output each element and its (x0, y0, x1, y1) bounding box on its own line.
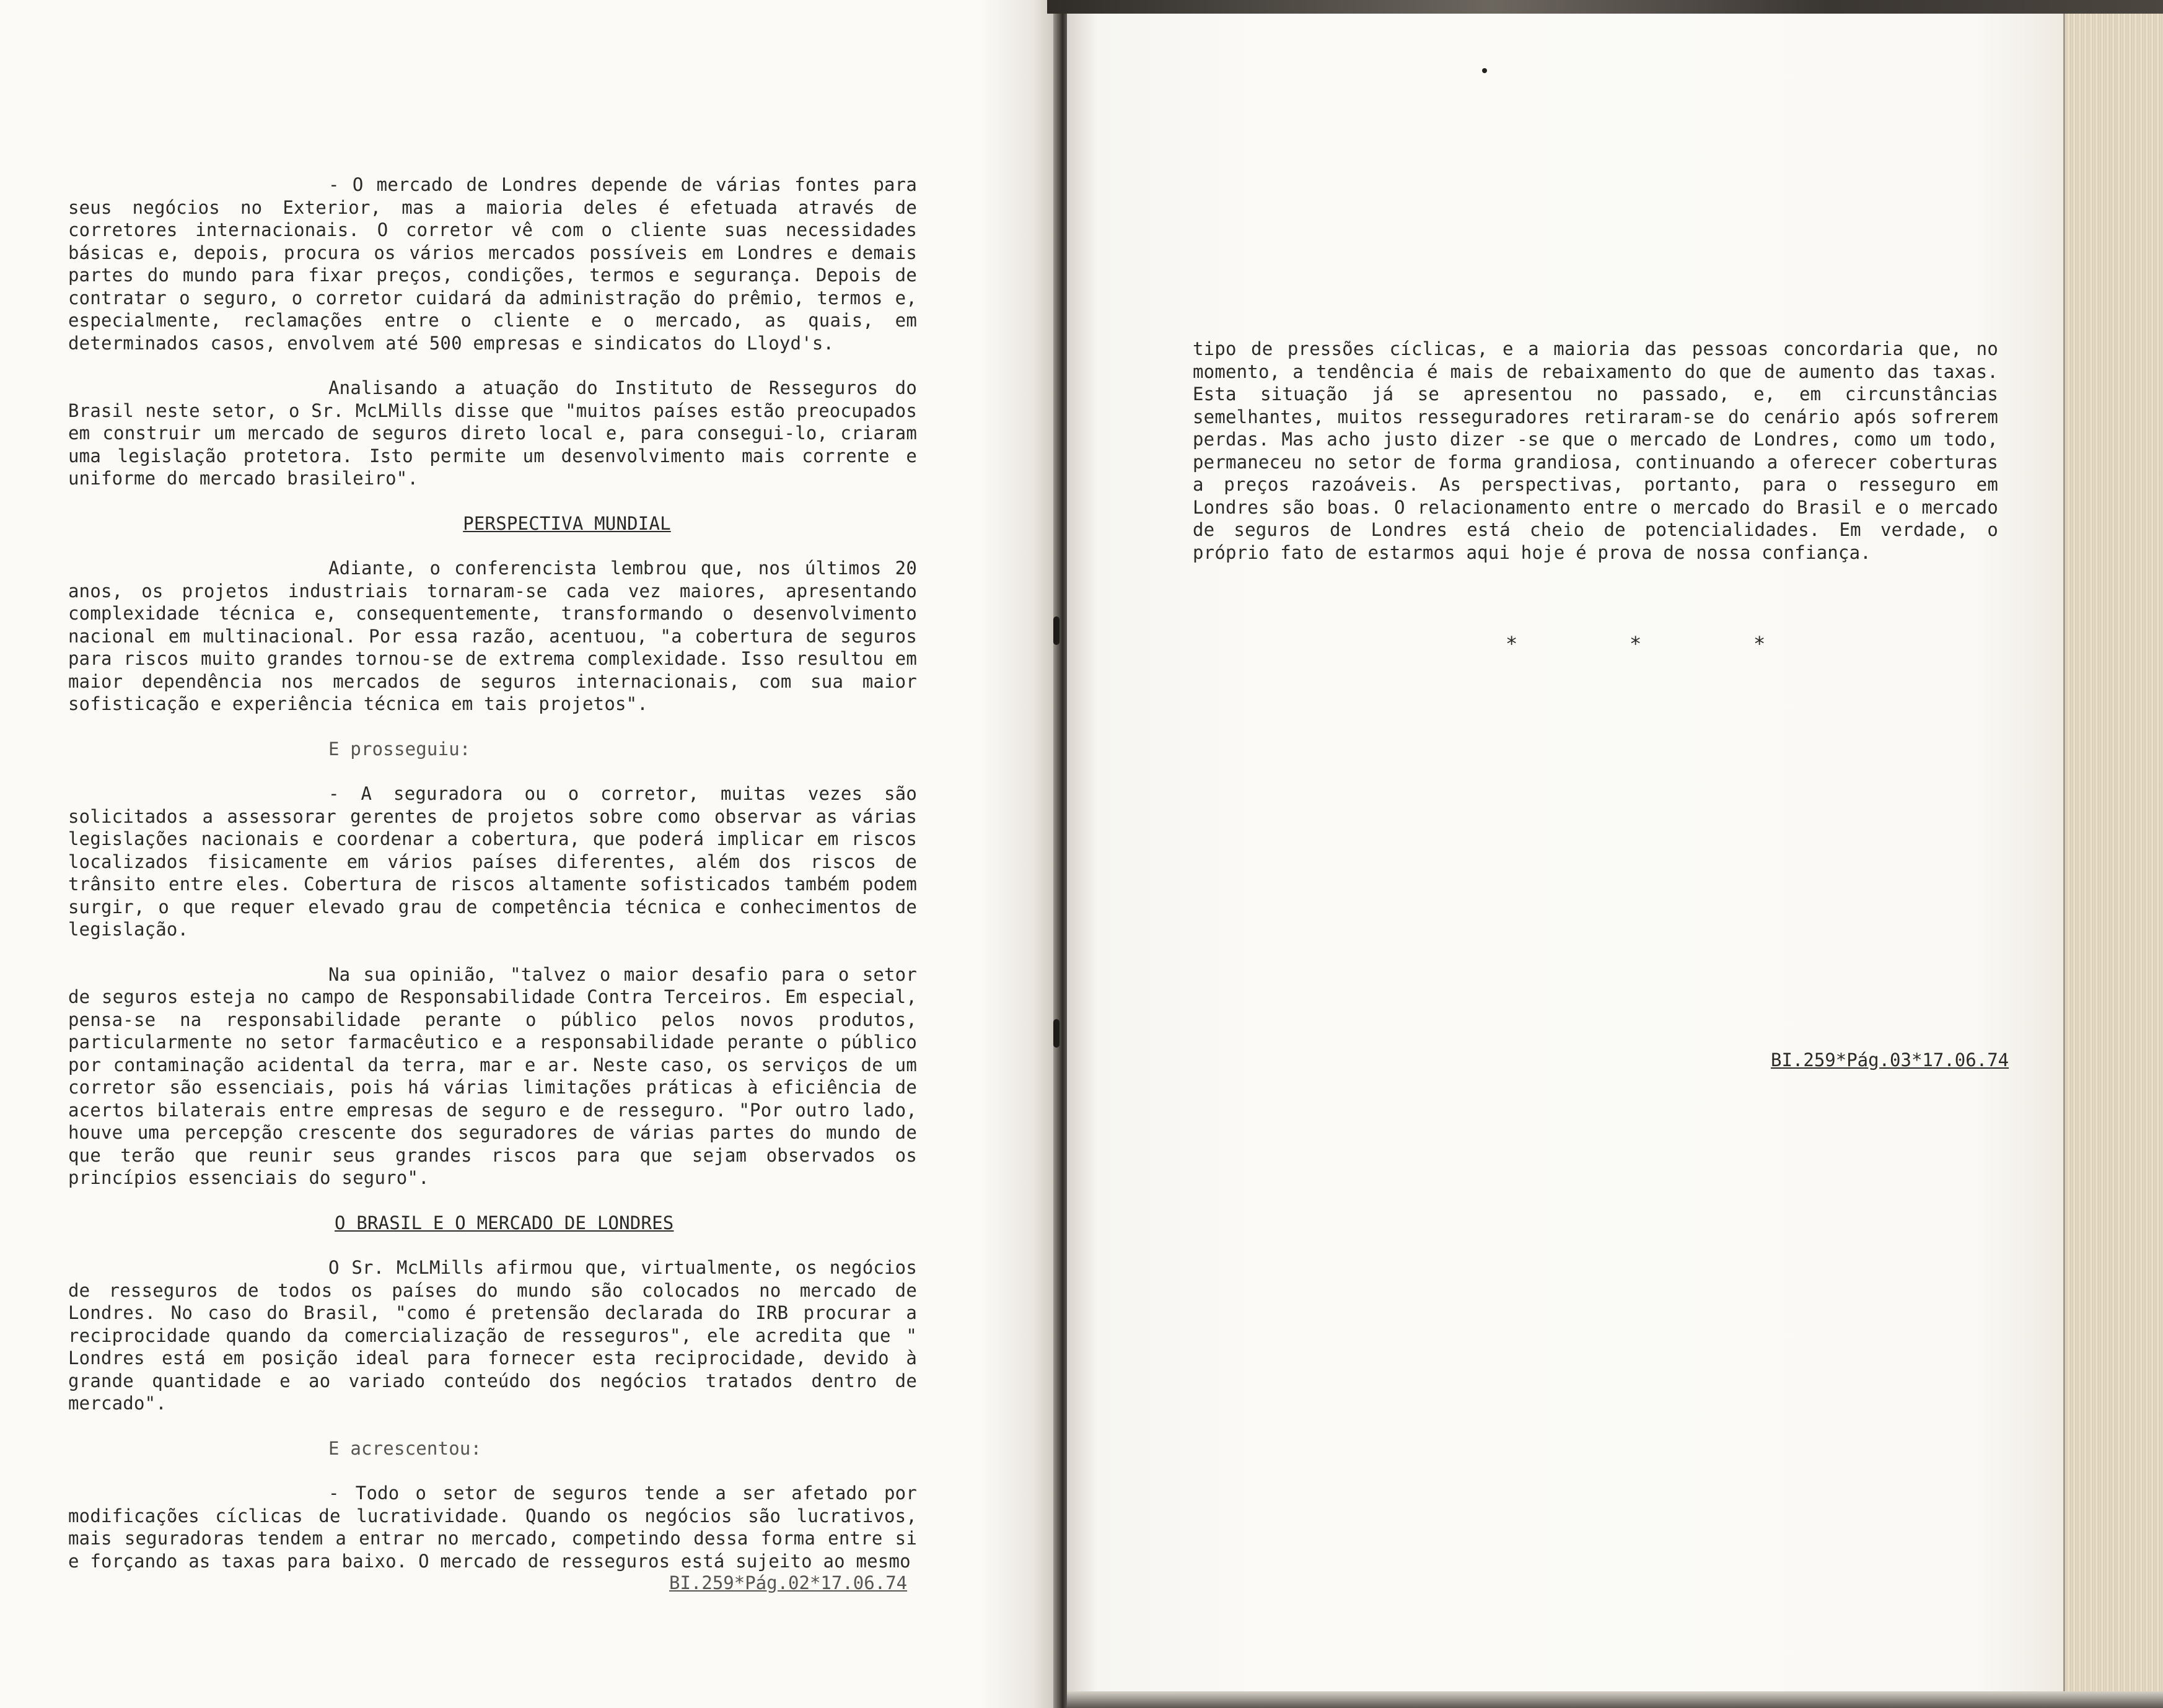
left-page-text-column (68, 173, 917, 1595)
section-heading: O BRASIL E O MERCADO DE LONDRES (335, 1212, 674, 1233)
binding-mark (1053, 616, 1060, 645)
right-page (1067, 0, 2077, 1708)
scan-bottom-shadow (1067, 1691, 2163, 1708)
scan-speck (1482, 68, 1487, 73)
paragraph: E prosseguiu: (328, 738, 471, 760)
paragraph: Na sua opinião, "talvez o maior desafio para o setor de seguros esteja no campo de Responsabilidade Contra Terceiros. Em especial, pensa-se na responsabilidade perante o público pelos novos produtos, particularmente no setor farmacêutico e a responsabilidade perante o público por contaminação acidental da terra, mar e ar. Neste caso, os serviços de um corretor são essenciais, pois há várias limitações práticas à eficiência de acertos bilaterais entre empresas de seguro e de resseguro. "Por outro lado, houve uma percepção crescente dos seguradores de várias partes do mundo de que terão que reunir seus grandes riscos para que sejam observados os princípios essenciais do seguro". (68, 963, 917, 1188)
paragraph: E acrescentou: (328, 1437, 482, 1459)
separator-star: * (1753, 632, 1766, 655)
paragraph: - A seguradora ou o corretor, muitas vezes são solicitados a assessorar gerentes de projetos sobre como observar as várias legislações nacionais e coordenar a cobertura, que poderá implicar em riscos localizados fisicamente em vários países diferentes, além dos riscos de trânsito entre eles. Cobertura de riscos altamente sofisticados também podem surgir, o que requer elevado grau de competência técnica e conhecimentos de legislação. (68, 783, 917, 940)
section-heading: PERSPECTIVA MUNDIAL (463, 512, 671, 534)
paragraph: - Todo o setor de seguros tende a ser afetado por modificações cíclicas de lucratividade. Quando os negócios são lucrativos, mais seguradoras tendem a entrar no mercado, competindo dessa forma entre si e forçando as taxas para baixo. O mercado de resseguros está sujeito ao mesmo (68, 1482, 917, 1572)
section-separator (1506, 632, 1877, 655)
page-edge-stack (2063, 12, 2163, 1708)
separator-star: * (1506, 632, 1518, 655)
paragraph: Analisando a atuação do Instituto de Resseguros do Brasil neste setor, o Sr. McLMills disse que "muitos países estão preocupados em construir um mercado de seguros direto local e, para consegui-lo, criaram uma legislação protetora. Isto permite um desenvolvimento mais corrente e uniforme do mercado brasileiro". (68, 377, 917, 489)
paragraph: tipo de pressões cíclicas, e a maioria das pessoas concordaria que, no momento, a tendência é mais de rebaixamento do que de aumento das taxas. Esta situação já se apresentou no passado, e, em circunstâncias semelhantes, muitos resseguradores retiraram-se do cenário após sofrerem perdas. Mas acho justo dizer -se que o mercado de Londres, como um todo, permaneceu no setor de forma grandiosa, continuando a oferecer coberturas a preços razoáveis. As perspectivas, portanto, para o resseguro em Londres são boas. O relacionamento entre o mercado do Brasil e o mercado de seguros de Londres está cheio de potencialidades. Em verdade, o próprio fato de estarmos aqui hoje é prova de nossa confiança. (1193, 338, 1998, 563)
paragraph: O Sr. McLMills afirmou que, virtualmente, os negócios de resseguros de todos os países do mundo são colocados no mercado de Londres. No caso do Brasil, "como é pretensão declarada do IRB procurar a reciprocidade quando da comercialização de resseguros", ele acredita que " Londres está em posição ideal para fornecer esta reciprocidade, devido à grande quantidade e ao variado conteúdo dos negócios tratados dentro de mercado". (68, 1257, 917, 1414)
paragraph: Adiante, o conferencista lembrou que, nos últimos 20 anos, os projetos industriais tornaram-se cada vez maiores, apresentando complexidade técnica e, consequentemente, transformando o desenvolvimento nacional em multinacional. Por essa razão, acentuou, "a cobertura de seguros para riscos muito grandes tornou-se de extrema complexidade. Isso resultou em maior dependência nos mercados de seguros internacionais, com sua maior sofisticação e experiência técnica em tais projetos". (68, 558, 917, 714)
right-page-text-column (1193, 338, 1998, 586)
scan-background-strip (1047, 0, 2163, 14)
binding-mark (1053, 1019, 1060, 1048)
separator-star: * (1630, 632, 1642, 655)
page-footer-reference: BI.259*Pág.03*17.06.74 (1771, 1049, 2009, 1071)
paragraph: - O mercado de Londres depende de várias fontes para seus negócios no Exterior, mas a maioria deles é efetuada através de corretores internacionais. O corretor vê com o cliente suas necessidades básicas e, depois, procura os vários mercados possíveis em Londres e demais partes do mundo para fixar preços, condições, termos e segurança. Depois de contratar o seguro, o corretor cuidará da administração do prêmio, termos e, especialmente, reclamações entre o cliente e o mercado, as quais, em determinados casos, envolvem até 500 empresas e sindicatos do Lloyd's. (68, 174, 917, 354)
page-footer-reference: BI.259*Pág.02*17.06.74 (669, 1572, 908, 1593)
